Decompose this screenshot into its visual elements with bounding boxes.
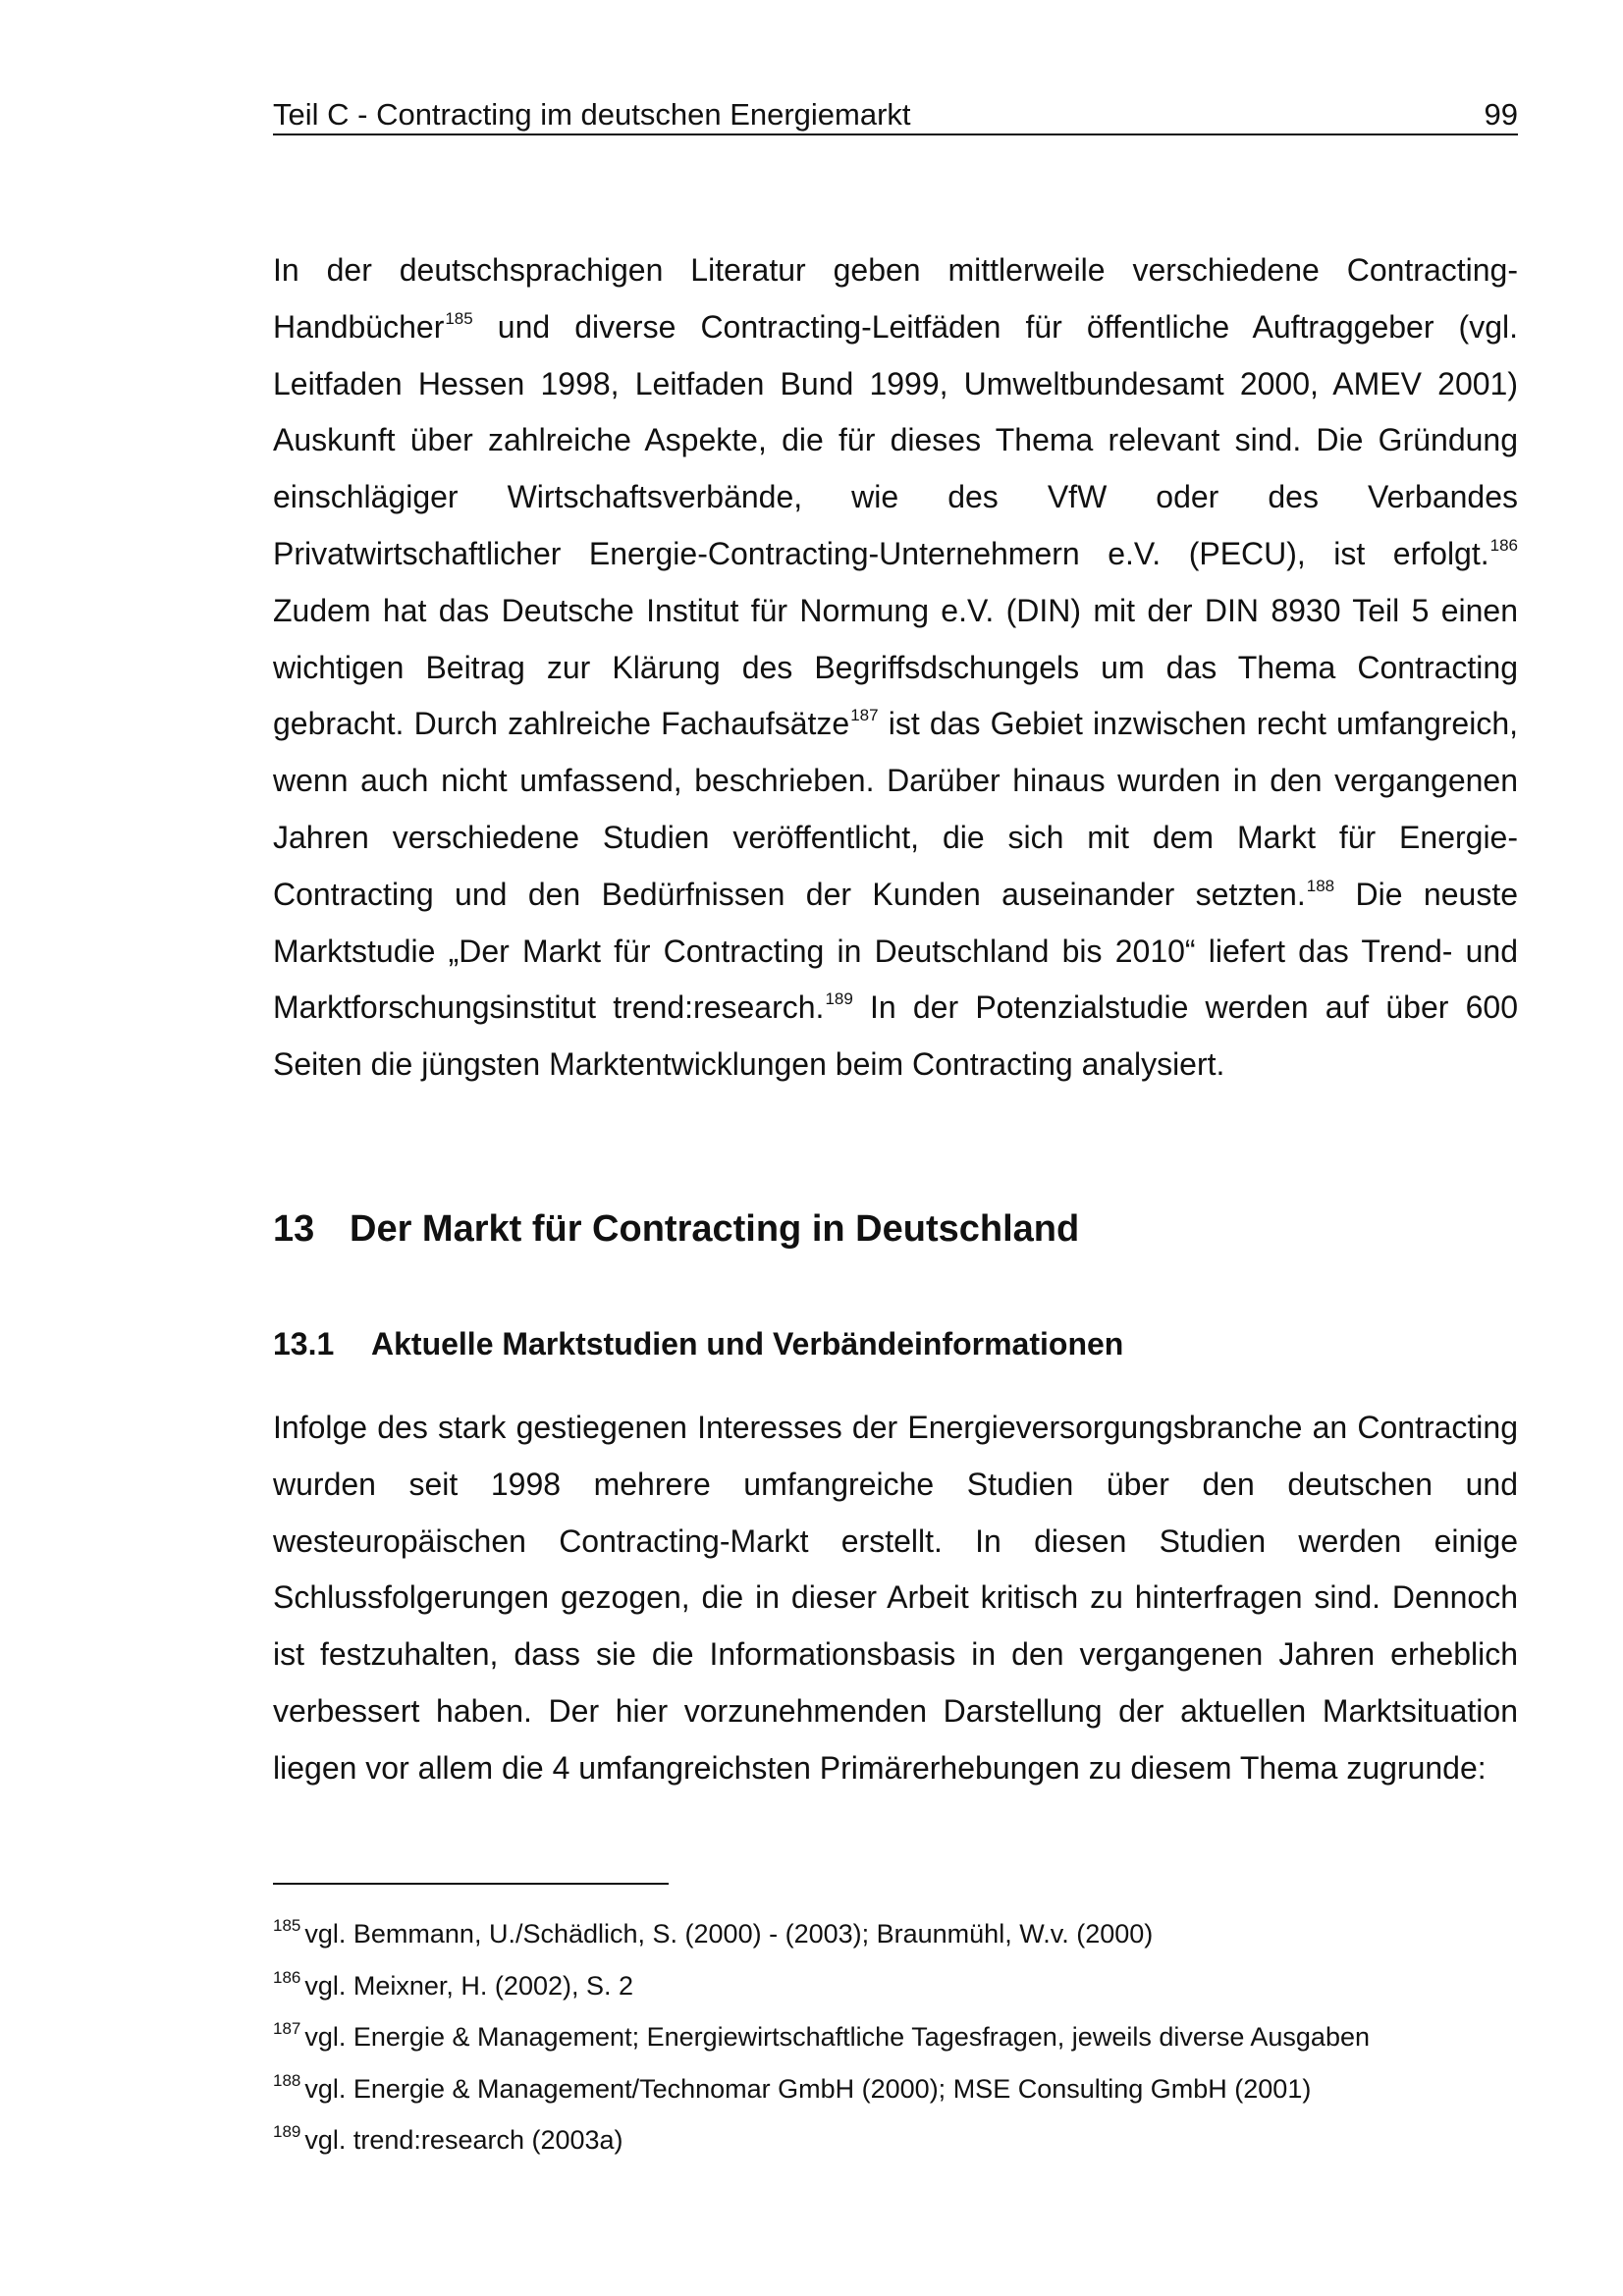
- footnote-ref-188[interactable]: 188: [1306, 876, 1335, 895]
- section-title: Der Markt für Contracting in Deutschland: [350, 1208, 1080, 1250]
- para1-text-6: In der Potenzialstudie werden auf über 600 Seiten die jüngsten Marktentwicklungen beim Contracting analysiert.: [273, 989, 1519, 1083]
- page-number: 99: [1484, 97, 1518, 132]
- footnote-number: 185: [273, 1916, 301, 1935]
- footnote-text: vgl. Bemmann, U./Schädlich, S. (2000) - (2003); Braunmühl, W.v. (2000): [304, 1919, 1154, 1949]
- footnote-item: [273, 1910, 1518, 1962]
- subsection-title: Aktuelle Marktstudien und Verbändeinformationen: [371, 1326, 1124, 1362]
- footnote-item: [273, 2116, 1518, 2168]
- footnote-item: [273, 2065, 1518, 2117]
- subsection-number: 13.1: [273, 1326, 335, 1362]
- footnote-text: vgl. Meixner, H. (2002), S. 2: [304, 1970, 634, 2001]
- footnote-list: [273, 1910, 1518, 2168]
- body-paragraph-2: Infolge des stark gestiegenen Interesses der Energieversorgungsbranche an Contracting wurden seit 1998 mehrere umfangreiche Studien über den deutschen und westeuropäischen Contracting-Markt erstellt. In diesen Studien werden einige Schlussfolgerungen gezogen, die in dieser Arbeit kritisch zu hinterfragen sind. Dennoch ist festzuhalten, dass sie die Informationsbasis in den vergangenen Jahren erheblich verbessert haben. Der hier vorzunehmenden Darstellung der aktuellen Marktsituation liegen vor allem die 4 umfangreichsten Primärerhebungen zu diesem Thema zugrunde:: [273, 1410, 1518, 1786]
- section-heading: [273, 1204, 1079, 1254]
- footnote-number: 189: [273, 2122, 301, 2141]
- footnote-ref-186[interactable]: 186: [1489, 535, 1518, 555]
- para1-text-1: In der deutschsprachigen Literatur geben mittlerweile verschiedene Contracting-Handbücher: [273, 252, 1518, 345]
- footnote-text: vgl. trend:research (2003a): [304, 2125, 623, 2155]
- para1-text-4: ist das Gebiet inzwischen recht umfangreich, wenn auch nicht umfassend, beschrieben. Darüber hinaus wurden in den vergangenen Jahren verschiedene Studien veröffentlicht, die sich mit dem Markt für Energie-Contracting und den Bedürfnissen der Kunden auseinander setzten.: [273, 706, 1518, 912]
- footnote-number: 187: [273, 2019, 301, 2038]
- footnote-text: vgl. Energie & Management/Technomar GmbH (2000); MSE Consulting GmbH (2001): [304, 2073, 1312, 2104]
- footnote-number: 188: [273, 2070, 301, 2090]
- footnote-ref-189[interactable]: 189: [825, 989, 853, 1009]
- footnote-ref-185[interactable]: 185: [445, 308, 473, 328]
- footnote-separator: [273, 1883, 669, 1885]
- footnote-ref-187[interactable]: 187: [850, 706, 879, 725]
- footnote-text: vgl. Energie & Management; Energiewirtschaftliche Tagesfragen, jeweils diverse Ausgaben: [304, 2022, 1370, 2052]
- running-header: [273, 96, 1518, 135]
- footnote-item: [273, 2013, 1518, 2065]
- para1-text-3: Zudem hat das Deutsche Institut für Normung e.V. (DIN) mit der DIN 8930 Teil 5 einen wichtigen Beitrag zur Klärung des Begriffsdschungels um das Thema Contracting gebracht. Durch zahlreiche Fachaufsätze: [273, 592, 1518, 742]
- header-title: Teil C - Contracting im deutschen Energiemarkt: [273, 97, 911, 132]
- body-paragraph-1: [273, 242, 1518, 1094]
- para1-text-2: und diverse Contracting-Leitfäden für öffentliche Auftraggeber (vgl. Leitfaden Hessen 1998, Leitfaden Bund 1999, Umweltbundesamt 2000, AMEV 2001) Auskunft über zahlreiche Aspekte, die für dieses Thema relevant sind. Die Gründung einschlägiger Wirtschaftsverbände, wie des VfW oder des Verbandes Privatwirtschaftlicher Energie-Contracting-Unternehmern e.V. (PECU), ist erfolgt.: [273, 308, 1518, 571]
- footnote-number: 186: [273, 1967, 301, 1987]
- para1-text-5: Die neuste Marktstudie „Der Markt für Contracting in Deutschland bis 2010“ liefert das Trend- und Marktforschungsinstitut trend:research.: [273, 876, 1519, 1026]
- subsection-heading: [273, 1322, 1123, 1365]
- footnote-item: [273, 1962, 1518, 2014]
- section-number: 13: [273, 1208, 315, 1250]
